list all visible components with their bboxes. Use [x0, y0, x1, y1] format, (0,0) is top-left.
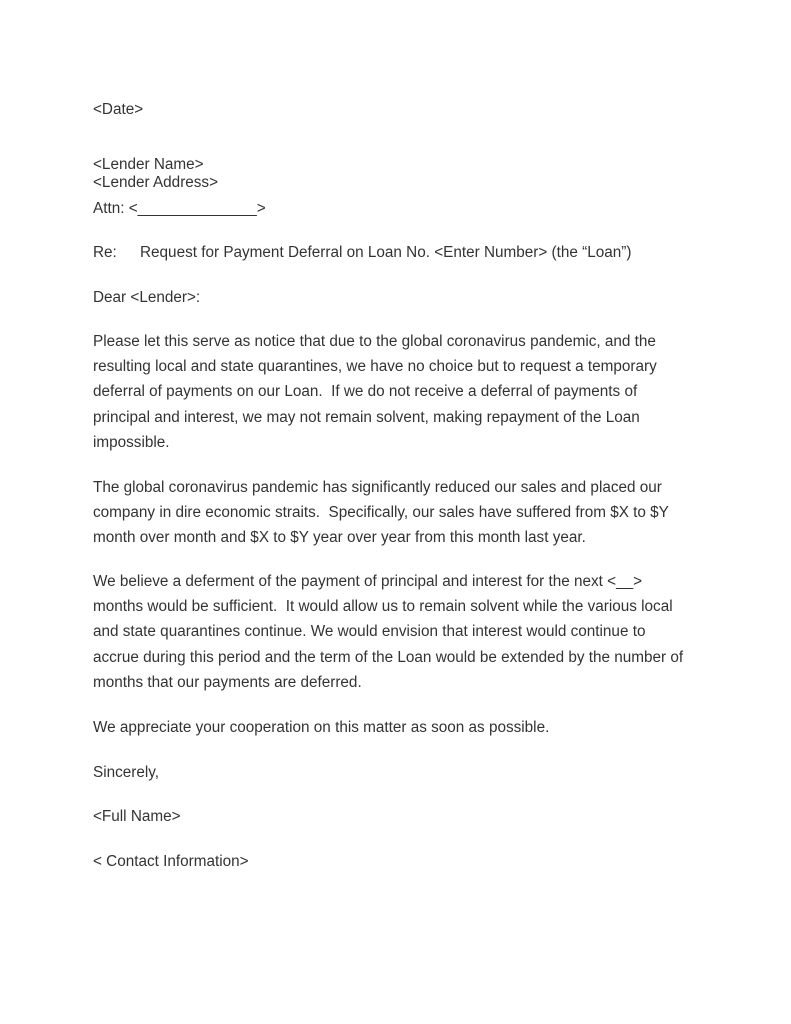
paragraph-line: months that our payments are deferred.: [93, 673, 362, 691]
date-placeholder: <Date>: [93, 101, 144, 118]
paragraph-line: months would be sufficient. It would allow us to remain solvent while the various local: [93, 598, 673, 616]
paragraph-line: Please let this serve as notice that due to the global coronavirus pandemic, and the: [93, 333, 656, 350]
paragraph-line: The global coronavirus pandemic has significantly reduced our sales and placed our: [93, 479, 662, 496]
paragraph-line: company in dire economic straits. Specifically, our sales have suffered from $X to $Y: [93, 504, 669, 522]
appreciation-line: We appreciate your cooperation on this matter as soon as possible.: [93, 719, 550, 736]
paragraph-line: resulting local and state quarantines, we have no choice but to request a temporary: [93, 358, 657, 376]
subject-label: Re:: [93, 244, 117, 261]
paragraph-line: deferral of payments on our Loan. If we do not receive a deferral of payments of: [93, 383, 638, 401]
subject-line: [93, 244, 631, 262]
signer-name: <Full Name>: [93, 808, 181, 825]
paragraph-notice: [93, 329, 703, 455]
paragraph-line: month over month and $X to $Y year over year from this month last year.: [93, 529, 586, 547]
subject-text: Request for Payment Deferral on Loan No. <Enter Number> (the “Loan”): [140, 244, 632, 261]
paragraph-impact: [93, 475, 703, 551]
attention-line: Attn: <______________>: [93, 200, 266, 217]
lender-address: <Lender Address>: [93, 174, 219, 191]
paragraph-line: We believe a deferment of the payment of principal and interest for the next <__>: [93, 573, 643, 590]
contact-information: < Contact Information>: [93, 853, 249, 870]
lender-name: <Lender Name>: [93, 156, 204, 173]
paragraph-line: principal and interest, we may not remain solvent, making repayment of the Loan: [93, 408, 640, 426]
paragraph-line: impossible.: [93, 433, 170, 451]
salutation: Dear <Lender>:: [93, 289, 201, 306]
closing: Sincerely,: [93, 764, 160, 781]
paragraph-request: [93, 569, 703, 695]
paragraph-line: and state quarantines continue. We would envision that interest would continue to: [93, 623, 646, 641]
paragraph-line: accrue during this period and the term of the Loan would be extended by the number of: [93, 648, 684, 666]
